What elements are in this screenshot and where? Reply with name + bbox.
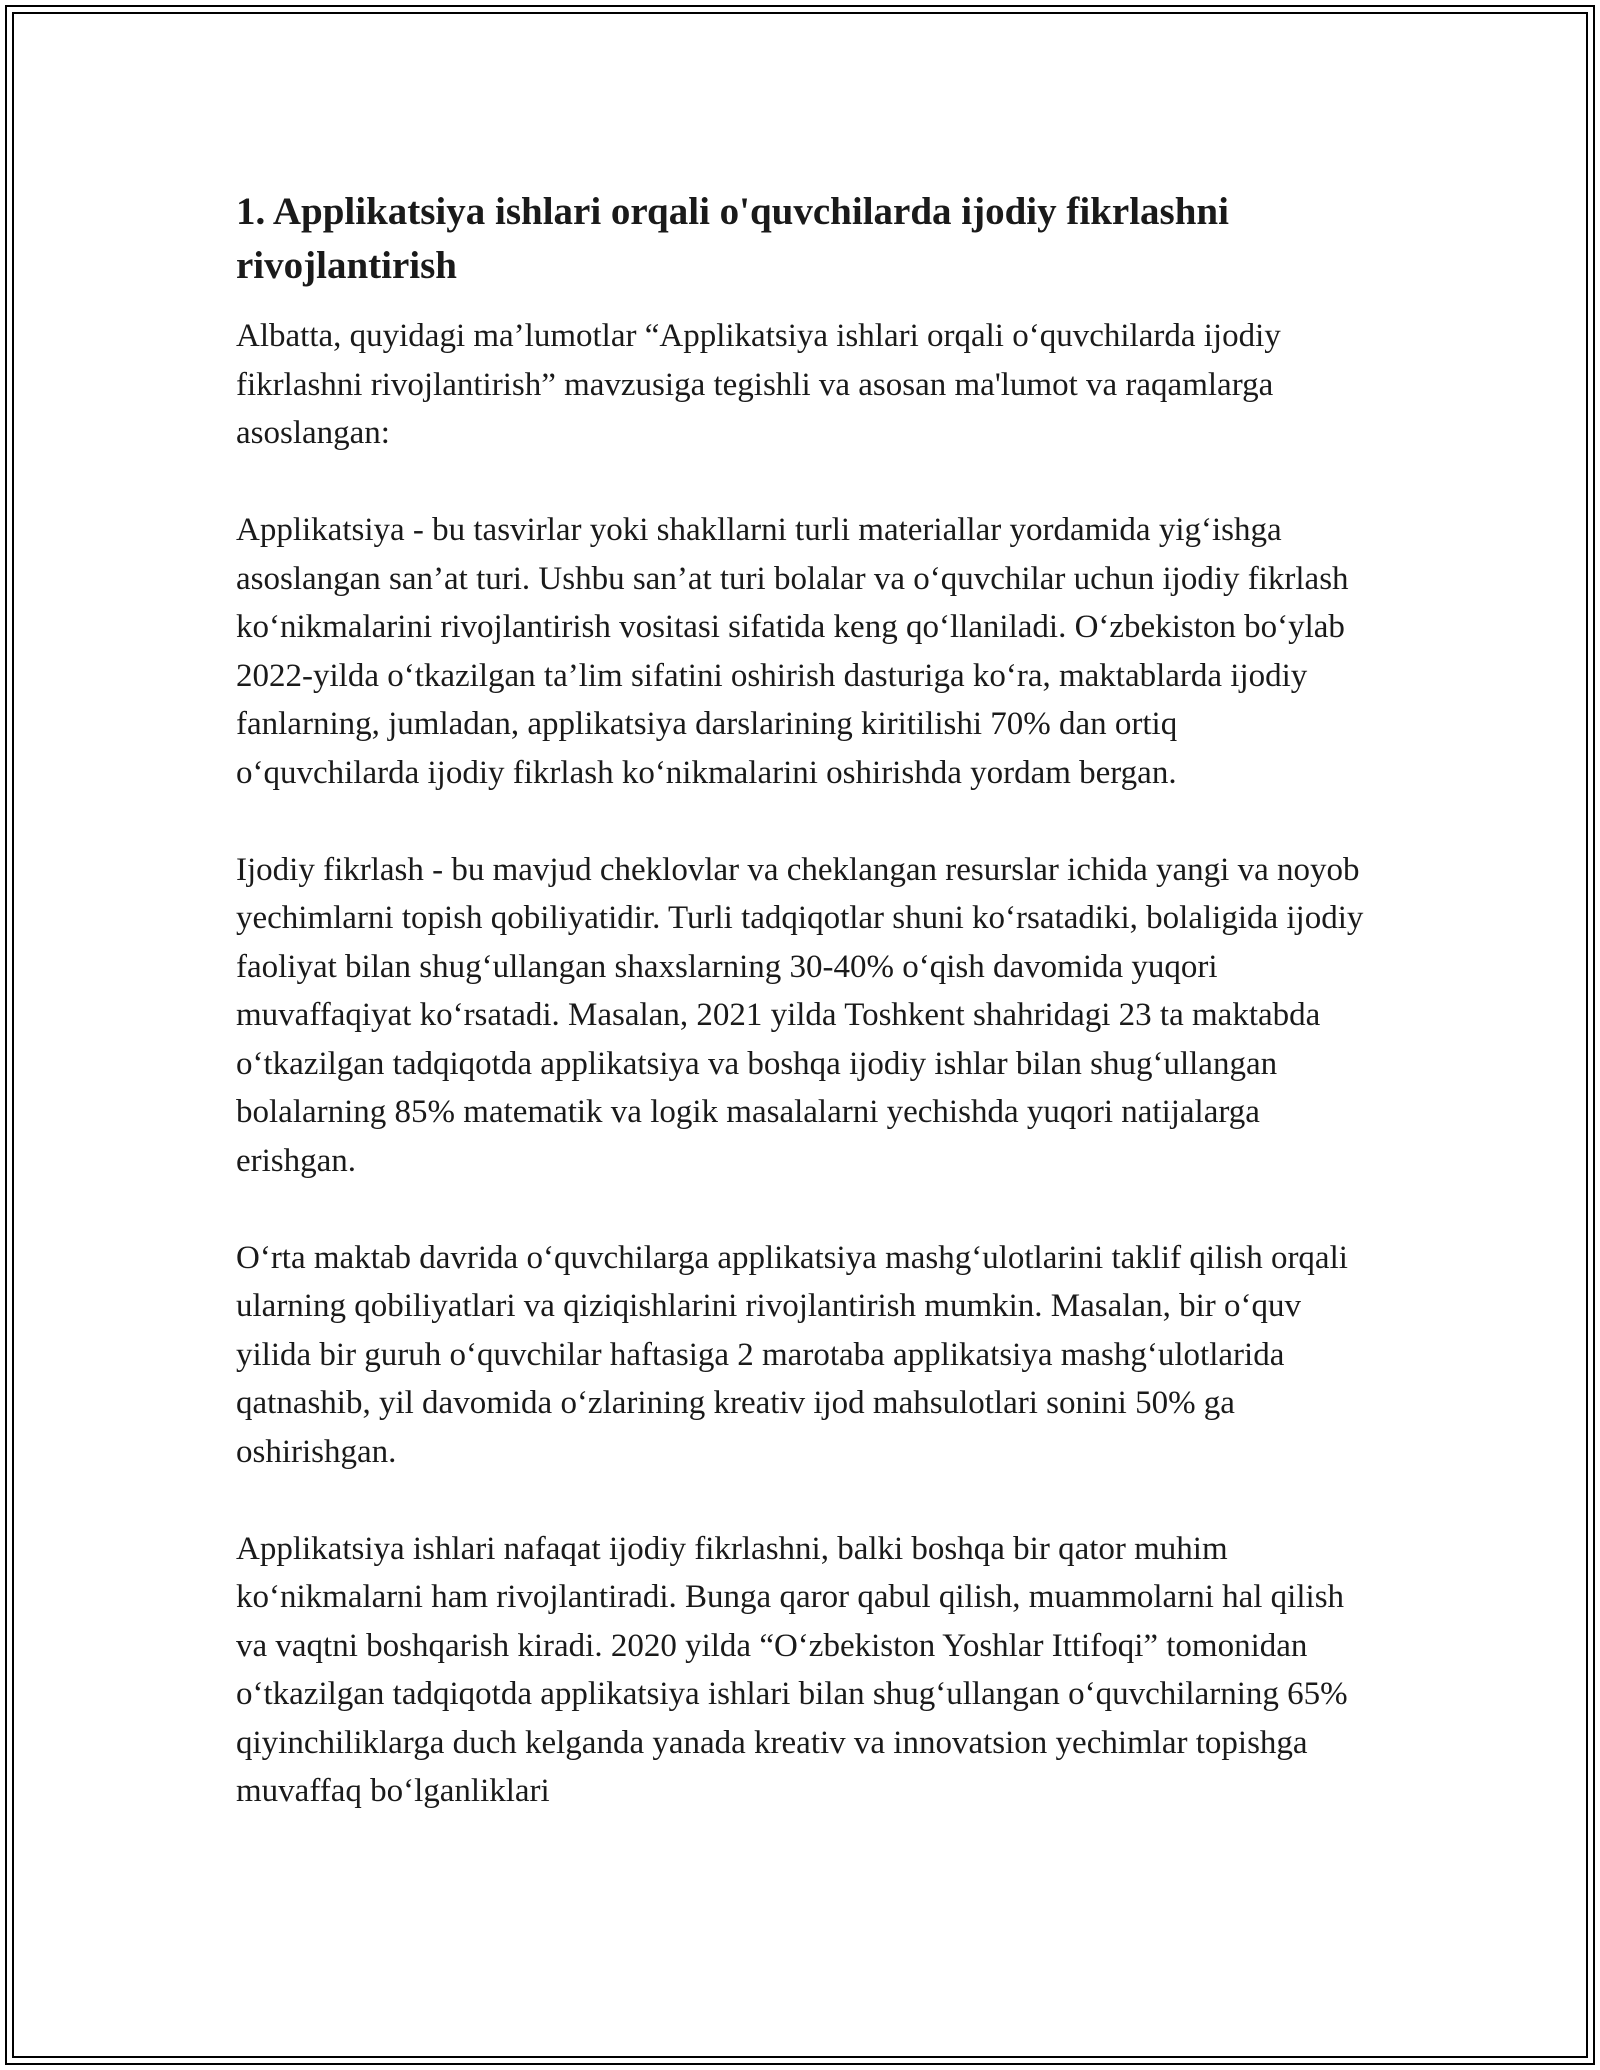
document-body	[236, 185, 1366, 1816]
paragraph-skills: Applikatsiya ishlari nafaqat ijodiy fikrlashni, balki boshqa bir qator muhim ko‘nikmalarni ham rivojlantiradi. Bunga qaror qabul qilish, muammolarni hal qilish va vaqtni boshqarish kiradi. 2020 yilda “O‘zbekiston Yoshlar Ittifoqi” tomonidan o‘tkazilgan tadqiqotda applikatsiya ishlari bilan shug‘ullangan o‘quvchilarning 65% qiyinchiliklarga duch kelganda yanada kreativ va innovatsion yechimlar topishga muvaffaq bo‘lganliklari	[236, 1530, 1348, 1809]
paragraph-orta-maktab: O‘rta maktab davrida o‘quvchilarga applikatsiya mashg‘ulotlarini taklif qilish orqali ularning qobiliyatlari va qiziqishlarini rivojlantirish mumkin. Masalan, bir o‘quv yilida bir guruh o‘quvchilar haftasiga 2 marotaba applikatsiya mashg‘ulotlarida qatnashib, yil davomida o‘zlarining kreativ ijod mahsulotlari sonini 50% ga oshirishgan.	[236, 1239, 1348, 1470]
paragraph-applikatsiya-definition: Applikatsiya - bu tasvirlar yoki shakllarni turli materiallar yordamida yig‘ishga asoslangan san’at turi. Ushbu san’at turi bolalar va o‘quvchilar uchun ijodiy fikrlash ko‘nikmalarini rivojlantirish vositasi sifatida keng qo‘llaniladi. O‘zbekiston bo‘ylab 2022-yilda o‘tkazilgan ta’lim sifatini oshirish dasturiga ko‘ra, maktablarda ijodiy fanlarning, jumladan, applikatsiya darslarining kiritilishi 70% dan ortiq o‘quvchilarda ijodiy fikrlash ko‘nikmalarini oshirishda yordam bergan.	[236, 512, 1349, 791]
paragraph-intro: Albatta, quyidagi ma’lumotlar “Applikatsiya ishlari orqali o‘quvchilarda ijodiy fikrlashni rivojlantirish” mavzusiga tegishli va asosan ma'lumot va raqamlarga asoslangan:	[236, 318, 1281, 451]
paragraph-ijodiy-fikrlash: Ijodiy fikrlash - bu mavjud cheklovlar va cheklangan resurslar ichida yangi va noyob yechimlarni topish qobiliyatidir. Turli tadqiqotlar shuni ko‘rsatadiki, bolaligida ijodiy faoliyat bilan shug‘ullangan shaxslarning 30-40% o‘qish davomida yuqori muvaffaqiyat ko‘rsatadi. Masalan, 2021 yilda Toshkent shahridagi 23 ta maktabda o‘tkazilgan tadqiqotda applikatsiya va boshqa ijodiy ishlar bilan shug‘ullangan bolalarning 85% matematik va logik masalalarni yechishda yuqori natijalarga erishgan.	[236, 851, 1364, 1179]
section-heading: 1. Applikatsiya ishlari orqali o'quvchilarda ijodiy fikrlashni rivojlantirish	[236, 190, 1229, 287]
